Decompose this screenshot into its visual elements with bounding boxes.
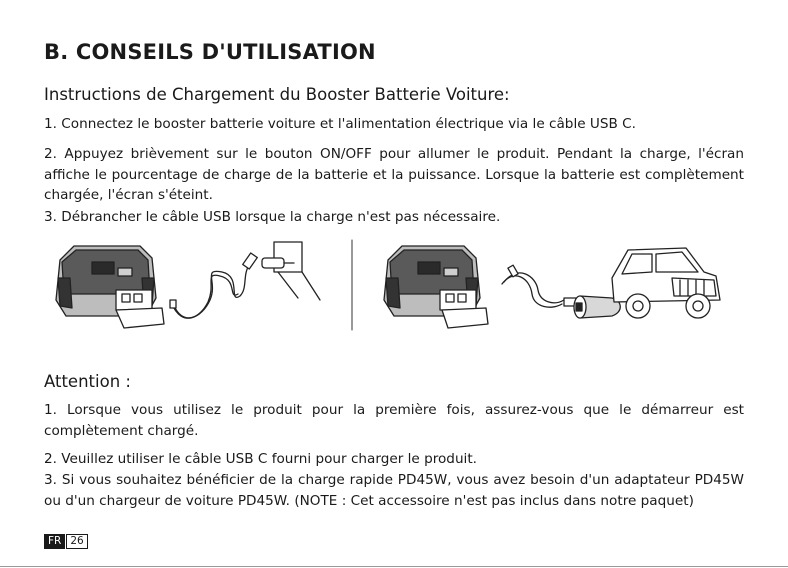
instruction-step-2: 2. Appuyez brièvement sur le bouton ON/OFF pour allumer le produit. Pendant la charge, l'écran affiche le pourcentage de charge de la batterie et la puissance. Lorsque la batterie est complètement chargée, l'écran s'éteint. [44, 146, 744, 203]
attention-item-1: 1. Lorsque vous utilisez le produit pour la première fois, assurez-vous que le démarreur est complètement chargé. [44, 402, 744, 439]
bottom-rule [0, 566, 788, 567]
suv-icon [612, 248, 720, 318]
jump-starter-icon [56, 246, 164, 328]
wall-socket-icon [262, 242, 320, 300]
attention-title: Attention : [44, 372, 131, 391]
usb-cable-icon [502, 265, 576, 307]
instruction-step-1: 1. Connectez le booster batterie voiture et l'alimentation électrique via le câble USB C. [44, 116, 636, 132]
language-tag: FR [44, 534, 65, 549]
instruction-step-3: 3. Débrancher le câble USB lorsque la charge n'est pas nécessaire. [44, 209, 501, 225]
attention-item-2: 2. Veuillez utiliser le câble USB C fourni pour charger le produit. [44, 451, 477, 467]
usb-cable-icon [170, 253, 257, 318]
attention-item-3: 3. Si vous souhaitez bénéficier de la charge rapide PD45W, vous avez besoin d'un adaptateur PD45W ou d'un chargeur de voiture PD45W. (NOTE : Cet accessoire n'est pas inclus dans notre paquet) [44, 472, 744, 509]
page-number: 26 [66, 534, 87, 549]
charging-illustration [52, 238, 732, 334]
jump-starter-icon [384, 246, 488, 328]
instructions-subtitle: Instructions de Chargement du Booster Batterie Voiture: [44, 85, 510, 104]
page-footer [44, 534, 88, 549]
section-title: B. CONSEILS D'UTILISATION [44, 40, 376, 64]
